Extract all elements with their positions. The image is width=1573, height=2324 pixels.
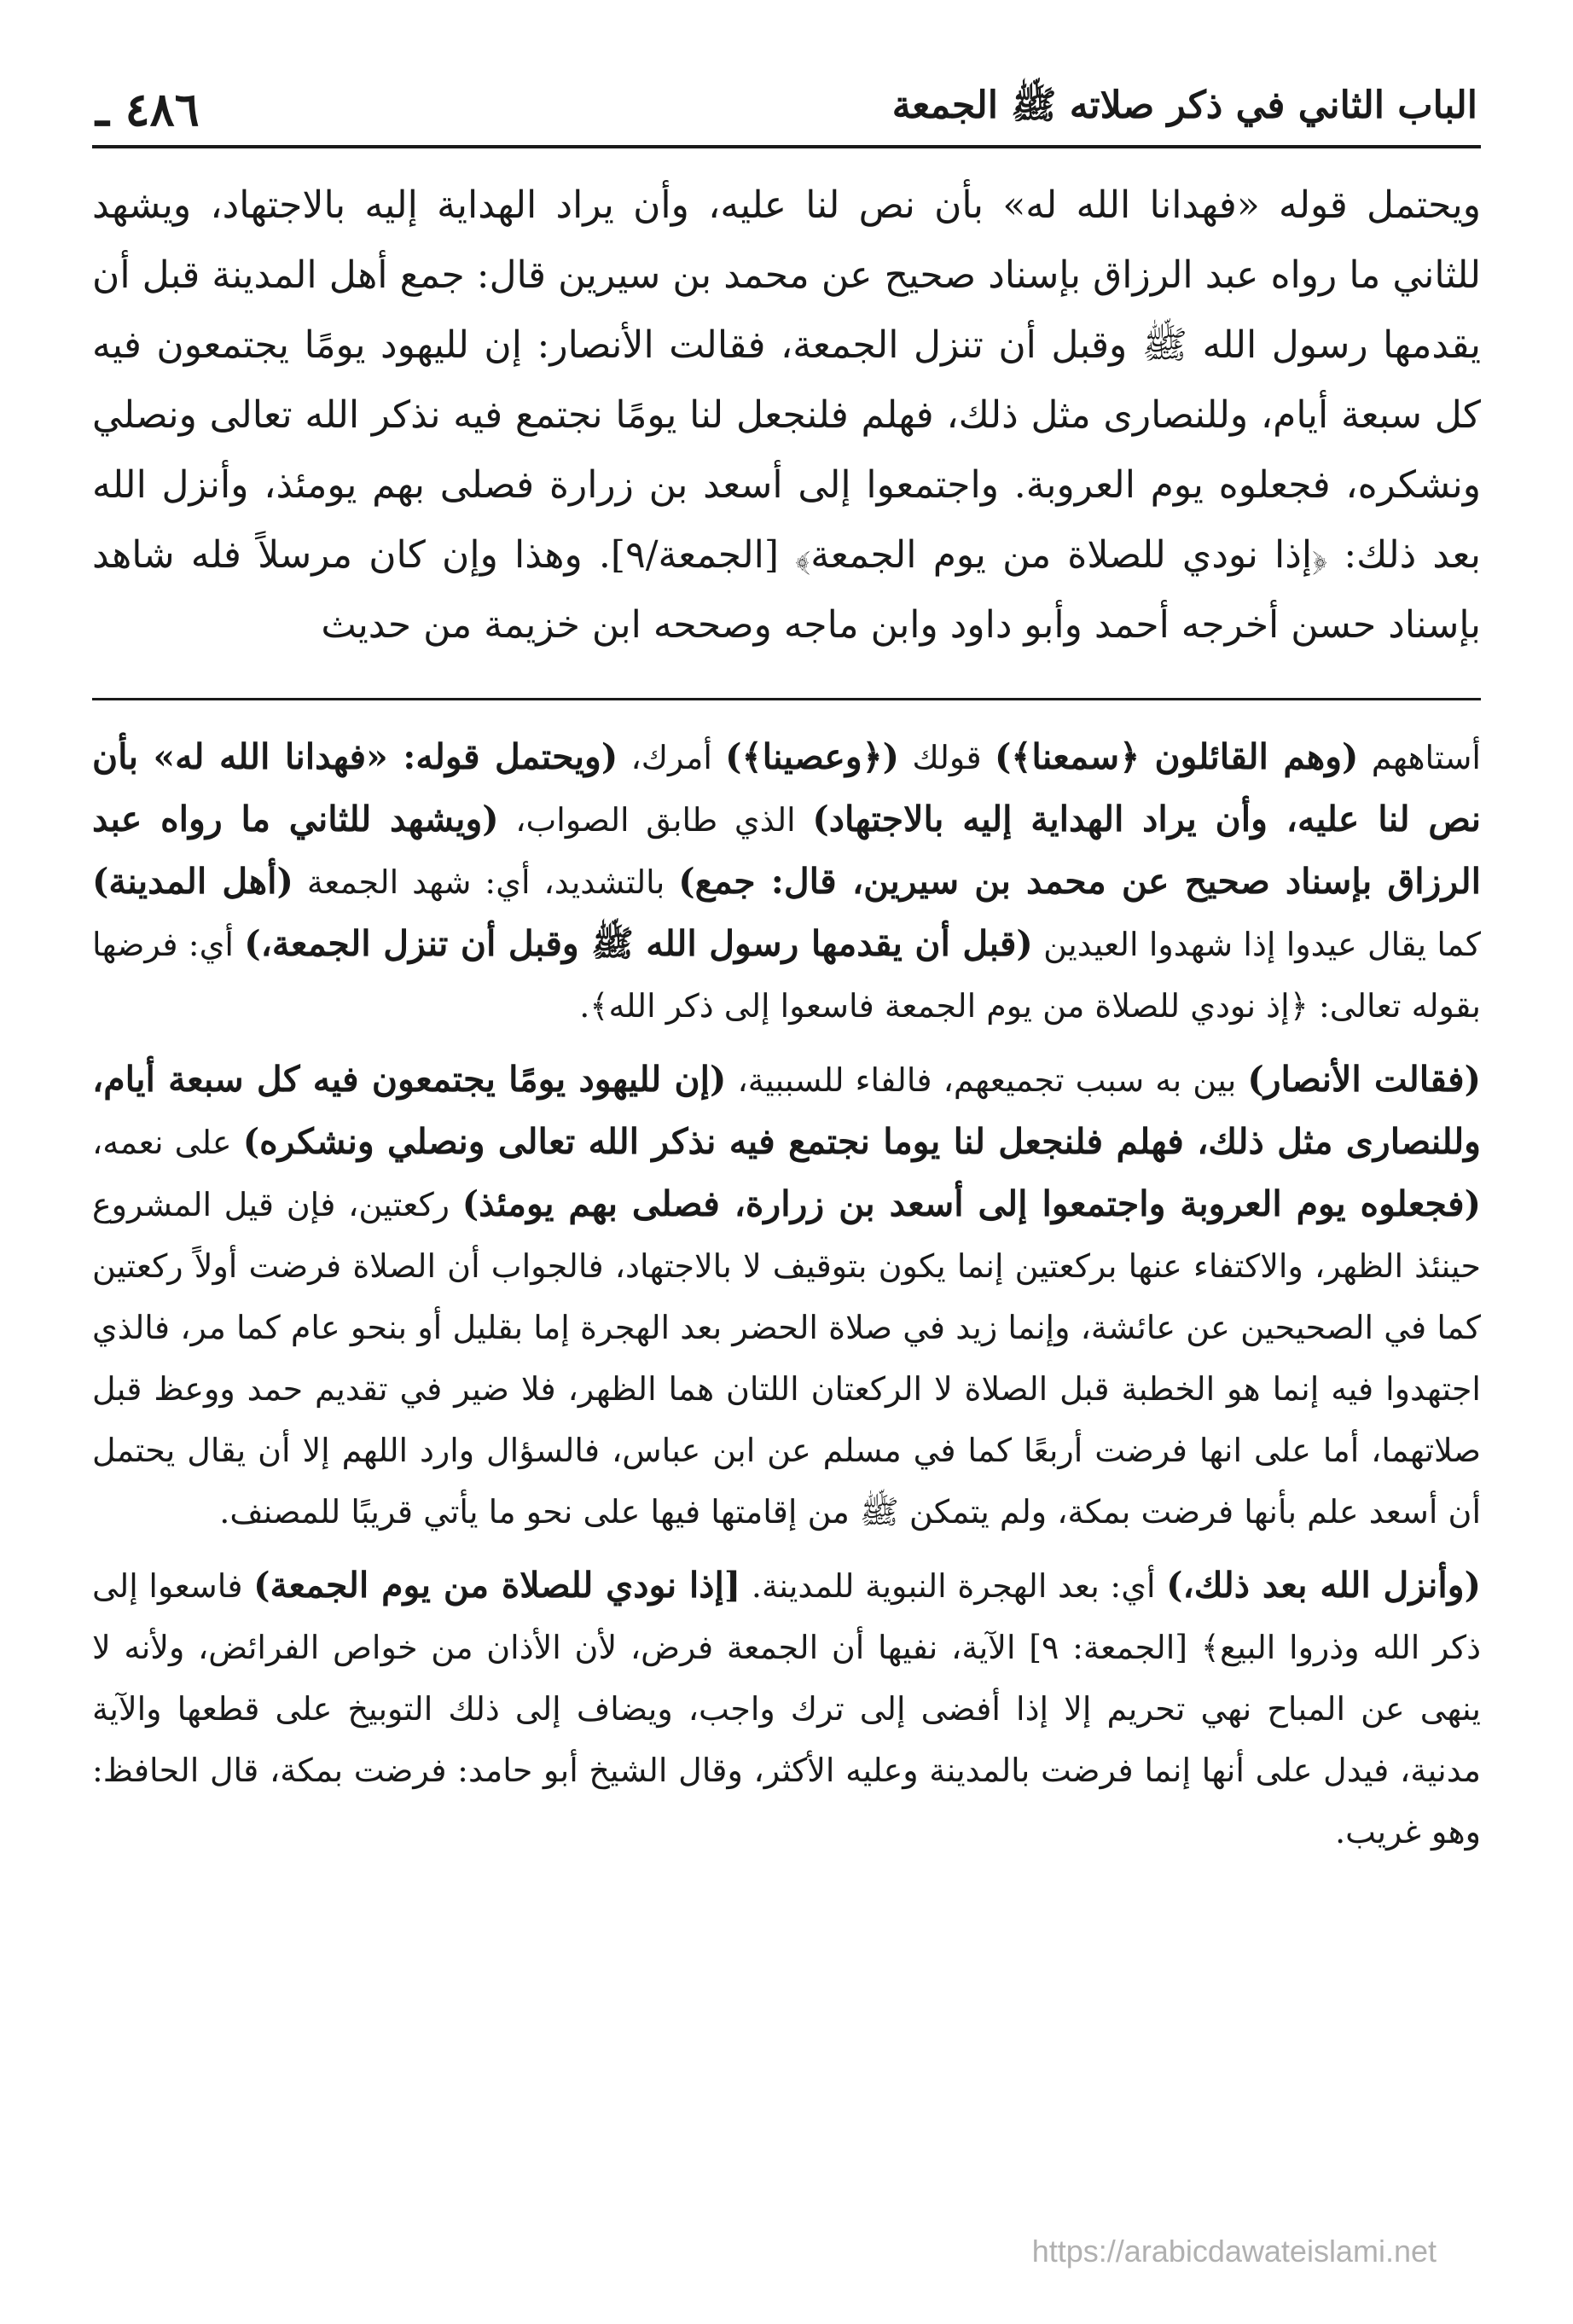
commentary	[92, 726, 1481, 1862]
quoted-matn: (فجعلوه يوم العروبة واجتمعوا إلى أسعد بن زرارة، فصلى بهم يومئذ)	[461, 1183, 1481, 1224]
main-paragraph: ويحتمل قوله «فهدانا الله له» بأن نص لنا عليه، وأن يراد الهداية إليه بالاجتهاد، ويشهد للثاني ما رواه عبد الرزاق بإسناد صحيح عن محمد بن سيرين قال: جمع أهل المدينة قبل أن يقدمها رسول الله ﷺ وقبل أن تنزل الجمعة، فقالت الأنصار: إن لليهود يومًا يجتمعون فيه كل سبعة أيام، وللنصارى مثل ذلك، فهلم فلنجعل لنا يومًا نجتمع فيه نذكر الله تعالى ونصلي ونشكره، فجعلوه يوم العروبة. واجتمعوا إلى أسعد بن زرارة فصلى بهم يومئذ، وأنزل الله بعد ذلك: ﴿إذا نودي للصلاة من يوم الجمعة﴾ [الجمعة/٩]. وهذا وإن كان مرسلاً فله شاهد بإسناد حسن أخرجه أحمد وأبو داود وابن ماجه وصححه ابن خزيمة من حديث	[92, 183, 1481, 647]
running-header	[92, 51, 1481, 137]
quoted-matn: (ويحتمل قوله: «فهدانا الله له» بأن نص لنا عليه، وأن يراد الهداية إليه بالاجتهاد)	[92, 736, 1482, 840]
quoted-matn: (وأنزل الله بعد ذلك،)	[1166, 1565, 1481, 1606]
quoted-matn: (ويشهد للثاني ما رواه عبد الرزاق بإسناد صحيح عن محمد بن سيرين، قال: جمع)	[92, 799, 1481, 902]
commentary-text: قولك	[899, 739, 995, 776]
commentary-text: فاسعوا إلى ذكر الله وذروا البيع﴾ [الجمعة: ٩] الآية، نفيها أن الجمعة فرض، لأن الأذان من خواص الفرائض، ولأنه لا ينهى عن المباح نهي تحريم إلا إذا أفضى إلى ترك واجب، ويضاف إلى ذلك التوبيخ على قطعها والآية مدنية، فيدل على أنها إنما فرضت بالمدينة وعليه الأكثر، وقال الشيخ أبو حامد: فرضت بمكة، قال الحافظ: وهو غريب.	[92, 1567, 1481, 1850]
quoted-matn: [إذا نودي للصلاة من يوم الجمعة)	[253, 1565, 741, 1606]
commentary-text: على نعمه،	[92, 1124, 243, 1161]
quoted-matn: (﴿وعصينا﴾)	[725, 736, 900, 777]
commentary-text: أي: فرضها بقوله تعالى: ﴿إذ نودي للصلاة من يوم الجمعة فاسعوا إلى ذكر الله﴾.	[92, 926, 1481, 1025]
commentary-text: بالتشديد، أي: شهد الجمعة	[293, 863, 679, 901]
commentary-text: أي: بعد الهجرة النبوية للمدينة.	[740, 1567, 1167, 1605]
watermark: https://arabicdawateislami.net	[1031, 2234, 1437, 2269]
commentary-text: ركعتين، فإن قيل المشروع حينئذ الظهر، والاكتفاء عنها بركعتين إنما يكون بتوقيف لا بالاجتهاد، فالجواب أن الصلاة فرضت أولاً ركعتين كما في الصحيحين عن عائشة، وإنما زيد في صلاة الحضر بعد الهجرة إما بقليل أو بنحو عام كما مر، فالذي اجتهدوا فيه إنما هو الخطبة قبل الصلاة لا الركعتان اللتان هما الظهر، فلا ضير في تقديم حمد ووعظ قبل صلاتهما، أما على انها فرضت أربعًا كما في مسلم عن ابن عباس، فالسؤال وارد اللهم إلا أن يقال يحتمل أن أسعد علم بأنها فرضت بمكة، ولم يتمكن ﷺ من إقامتها فيها على نحو ما يأتي قريبًا للمصنف.	[92, 1186, 1481, 1531]
commentary-paragraph-1	[92, 726, 1481, 1037]
header-rule	[92, 145, 1481, 148]
quoted-matn: (قبل أن يقدمها رسول الله ﷺ وقبل أن تنزل الجمعة،)	[244, 923, 1033, 964]
quoted-matn: (إن لليهود يومًا يجتمعون فيه كل سبعة أيام، وللنصارى مثل ذلك، فهلم فلنجعل لنا يوما نجتمع فيه نذكر الله تعالى ونصلي ونشكره)	[92, 1059, 1481, 1162]
commentary-paragraph-2	[92, 1049, 1481, 1543]
commentary-paragraph-3	[92, 1554, 1481, 1862]
commentary-text: أمرك،	[618, 739, 726, 776]
commentary-text: أستاههم	[1358, 739, 1481, 776]
quoted-matn: (فقالت الأنصار)	[1247, 1059, 1481, 1100]
chapter-title: الباب الثاني في ذكر صلاته ﷺ الجمعة	[891, 84, 1477, 127]
commentary-text: الذي طابق الصواب،	[498, 801, 813, 839]
commentary-text: بين به سبب تجميعهم، فالفاء للسببية،	[726, 1061, 1248, 1099]
main-text	[92, 171, 1481, 660]
quoted-matn: (أهل المدينة)	[92, 861, 293, 902]
quoted-matn: (وهم القائلون ﴿سمعنا﴾)	[994, 736, 1359, 777]
commentary-text: كما يقال عيدوا إذا شهدوا العيدين	[1032, 926, 1481, 963]
book-page	[92, 51, 1481, 2324]
page-number: ٤٨٦ ـ	[96, 82, 200, 137]
footnote-separator	[92, 698, 1481, 700]
